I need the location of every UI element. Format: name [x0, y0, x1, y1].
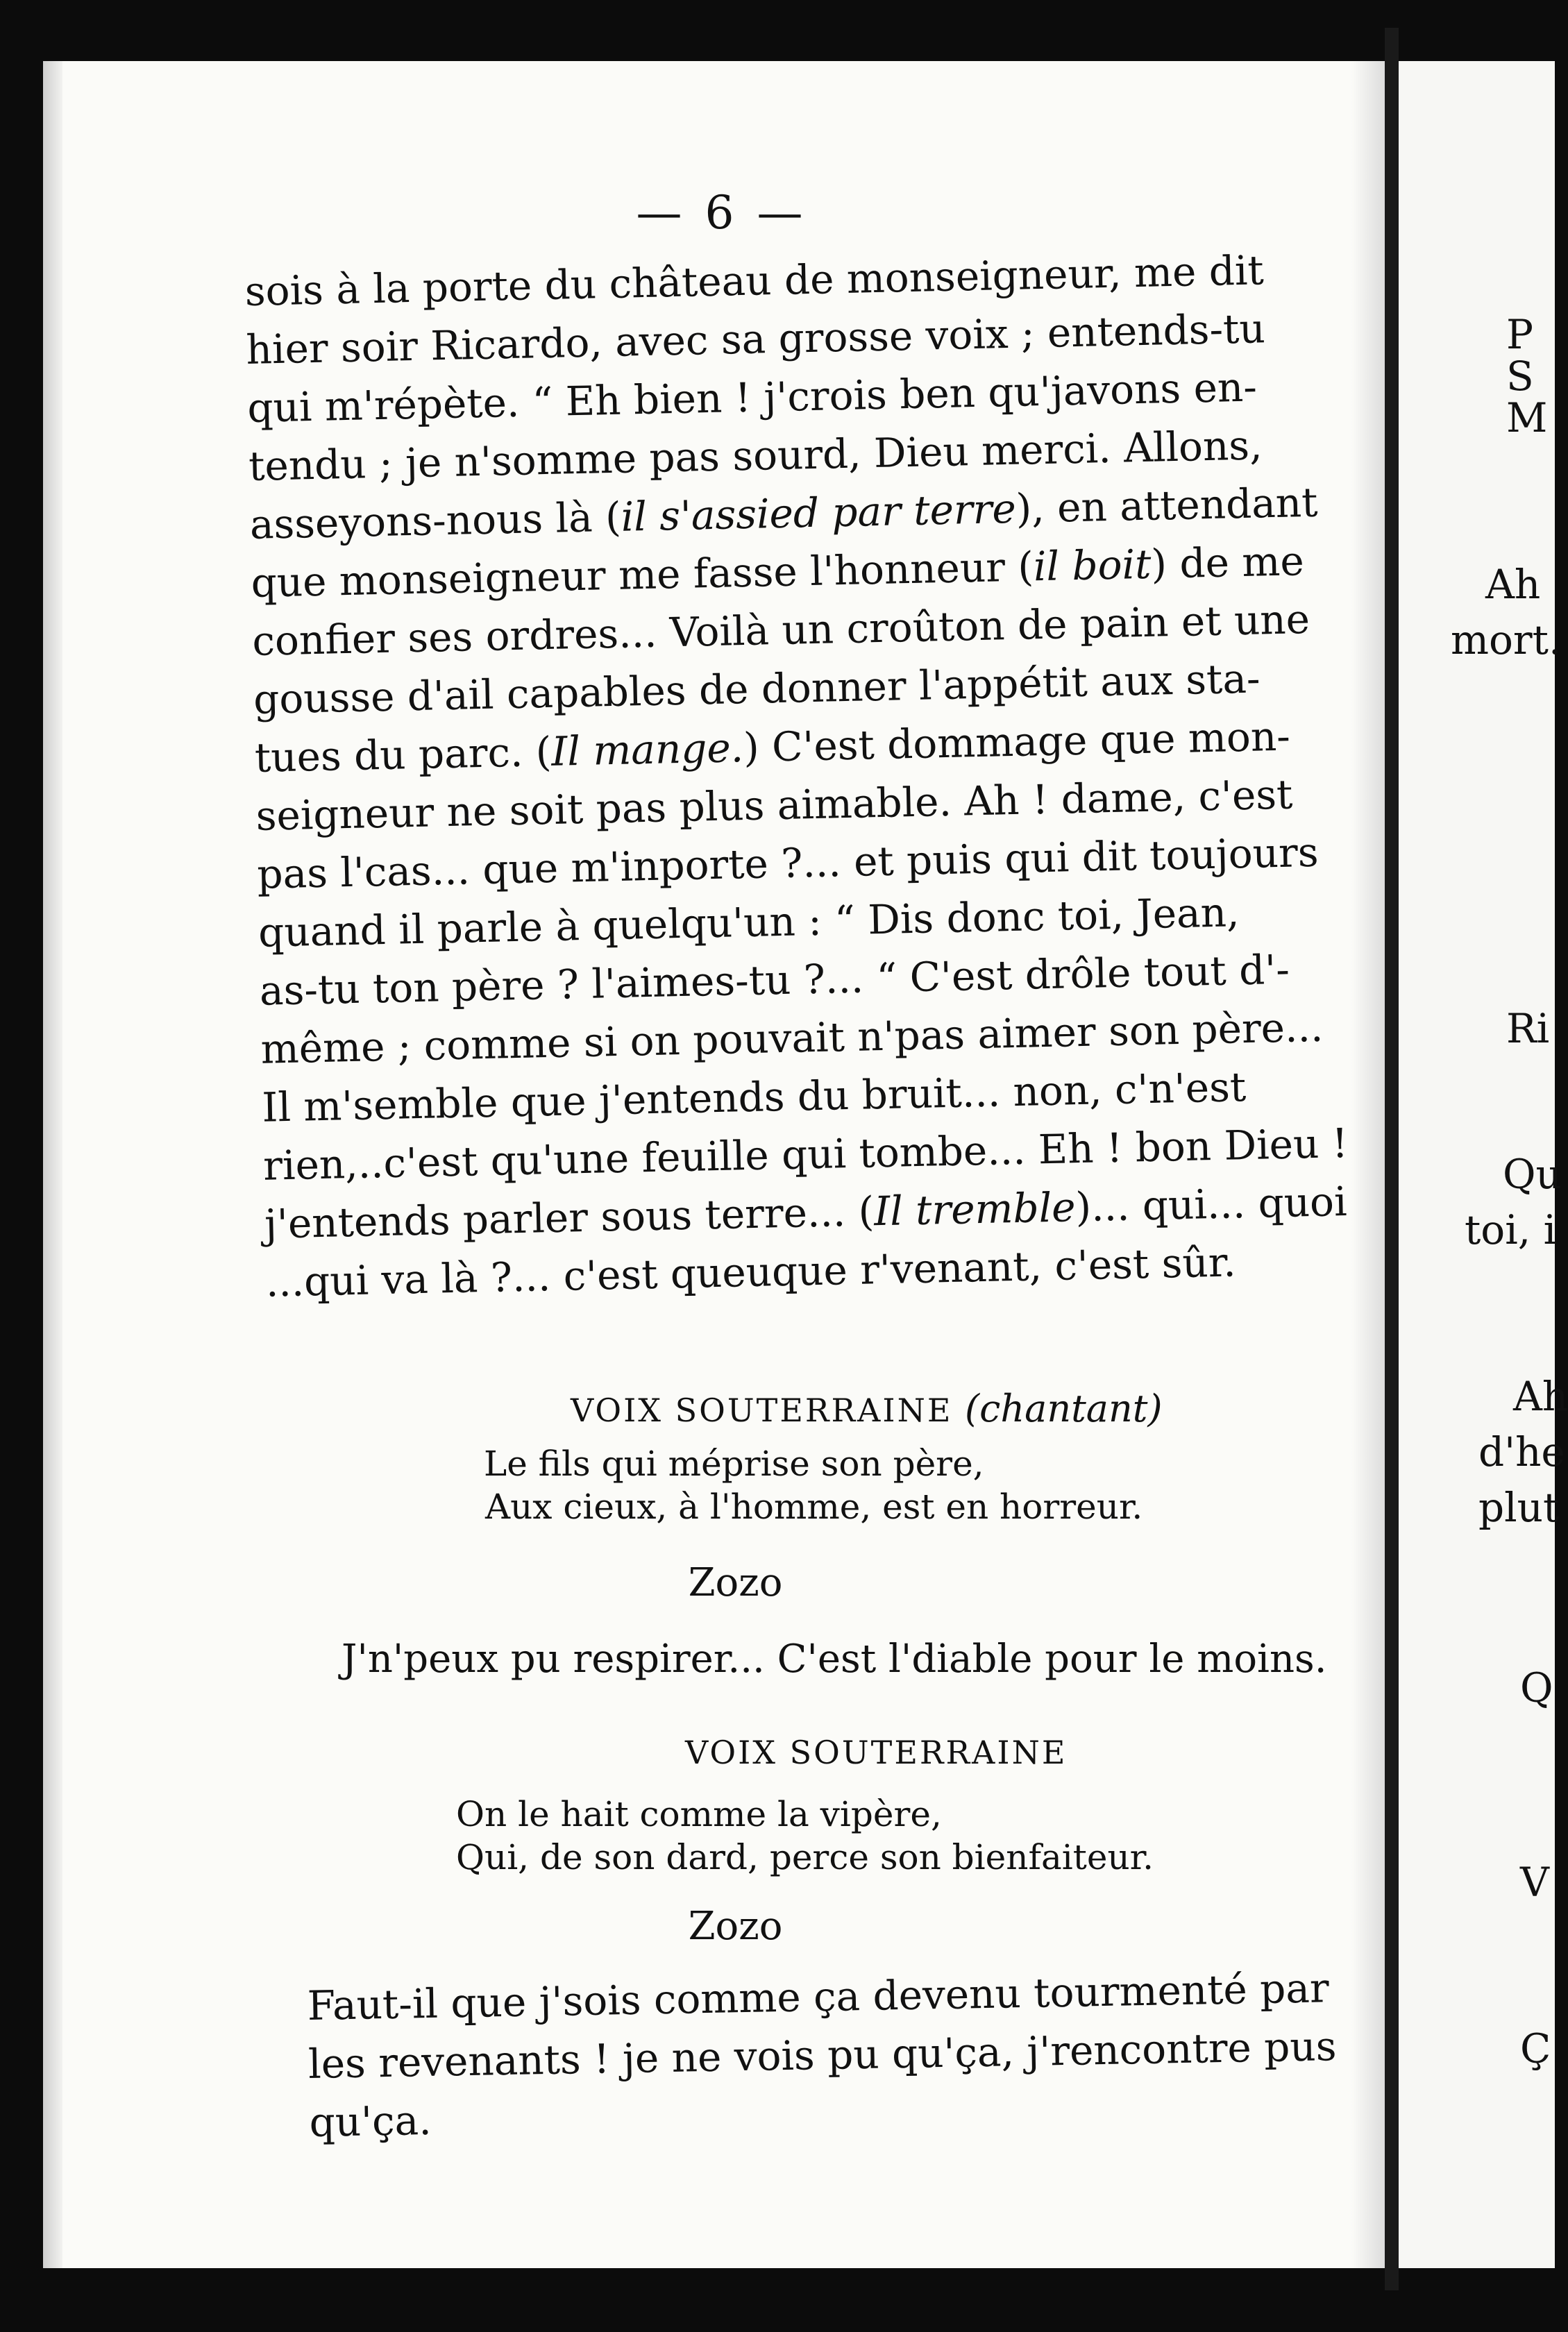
song-verse-1 — [484, 1442, 1143, 1528]
text-line: qu'ça. — [309, 2096, 432, 2146]
text-fragment: j'entends parler sous terre... ( — [264, 1188, 875, 1248]
fragment: Qu — [1503, 1151, 1562, 1198]
stage-direction: Il mange. — [550, 724, 744, 775]
speaker-label: VOIX SOUTERRAINE — [685, 1734, 1068, 1771]
text-fragment: confier ses ordres... Voilà un croûton de pain et une — [251, 595, 1310, 665]
fragment: Ç — [1520, 2025, 1551, 2072]
paragraph-zozo-monologue — [244, 237, 1446, 1311]
text-fragment: ) C'est dommage que mon- — [743, 712, 1291, 772]
text-fragment: pas l'cas... que m'inporte ?... et puis qui dit toujours — [256, 828, 1320, 898]
paragraph-zozo-end — [307, 1959, 1338, 2152]
text-fragment: as-tu ton père ? l'aimes-tu ?... “ C'est drôle tout d'- — [259, 945, 1290, 1015]
speaker-label: VOIX SOUTERRAINE — [571, 1392, 953, 1429]
song-verse-2 — [456, 1793, 1154, 1879]
song-line: On le hait comme la vipère, — [456, 1794, 942, 1834]
text-line: les revenants ! je ne vois pu qu'ça, j'rencontre pus — [307, 2022, 1338, 2088]
text-fragment: ...qui va là ?... c'est queuque r'venant, c'est sûr. — [265, 1238, 1237, 1306]
fragment: Ah — [1513, 1373, 1568, 1420]
song-line: Qui, de son dard, perce son bienfaiteur. — [456, 1837, 1154, 1877]
fragment: d'he — [1478, 1428, 1565, 1476]
song-line: Aux cieux, à l'homme, est en horreur. — [485, 1487, 1143, 1527]
fragment: Ah — [1485, 561, 1541, 608]
fragment: Ri — [1506, 1005, 1550, 1052]
book-gutter — [1385, 28, 1399, 2290]
fragment: plut — [1478, 1484, 1560, 1531]
facing-page — [1399, 61, 1568, 2268]
text-fragment: Il m'semble que j'entends du bruit... non, c'n'est — [261, 1063, 1247, 1131]
fragment: P — [1506, 311, 1534, 358]
page-number: — 6 — — [636, 186, 807, 239]
text-fragment: rien,..c'est qu'une feuille qui tombe... Eh ! bon Dieu ! — [262, 1119, 1349, 1190]
song-line: Le fils qui méprise son père, — [484, 1444, 984, 1484]
text-fragment: )... qui... quoi — [1074, 1178, 1348, 1231]
speaker-zozo-1: Zozo — [688, 1560, 783, 1605]
text-fragment: asseyons-nous là ( — [249, 493, 622, 548]
text-fragment: qui m'répète. “ Eh bien ! j'crois ben qu'javons en- — [246, 363, 1258, 432]
fragment: M — [1506, 394, 1548, 441]
stage-direction: il s'assied par terre — [620, 484, 1017, 541]
text-fragment: hier soir Ricardo, avec sa grosse voix ; entends-tu — [245, 305, 1266, 373]
text-fragment: même ; comme si on pouvait n'pas aimer son père... — [260, 1003, 1324, 1073]
stage-direction: Il tremble — [873, 1183, 1077, 1235]
text-fragment: tendu ; je n'somme pas sourd, Dieu merci. Allons, — [248, 421, 1263, 490]
text-fragment: seigneur ne soit pas plus aimable. Ah ! dame, c'est — [255, 770, 1294, 840]
text-fragment: ), en attendant — [1015, 478, 1319, 532]
zozo-line: J'n'peux pu respirer... C'est l'diable pour le moins. — [342, 1637, 1327, 1682]
text-fragment: ) de me — [1150, 537, 1305, 588]
fragment: V — [1520, 1859, 1549, 1906]
text-fragment: quand il parle à quelqu'un : “ Dis donc toi, Jean, — [258, 888, 1240, 956]
stage-direction: il boit — [1033, 540, 1152, 591]
speaker-zozo-2: Zozo — [688, 1904, 783, 1949]
text-fragment: que monseigneur me fasse l'honneur ( — [250, 543, 1034, 607]
text-fragment: sois à la porte du château de monseigneur, me dit — [244, 246, 1265, 315]
fragment: S — [1506, 353, 1534, 400]
fragment: toi, i — [1465, 1206, 1557, 1253]
text-fragment: gousse d'ail capables de donner l'appétit aux sta- — [253, 654, 1261, 723]
left-page — [43, 61, 1400, 2268]
text-fragment: tues du parc. ( — [254, 727, 553, 781]
stage-direction-voix-souterraine-2 — [685, 1734, 1067, 1771]
fragment: Q — [1520, 1664, 1553, 1712]
text-line: Faut-il que j'sois comme ça devenu tourmenté par — [307, 1964, 1330, 2029]
stage-direction-voix-souterraine-1 — [571, 1387, 1163, 1430]
stage-cue: (chantant) — [965, 1387, 1163, 1430]
fragment: mort. — [1451, 616, 1562, 664]
